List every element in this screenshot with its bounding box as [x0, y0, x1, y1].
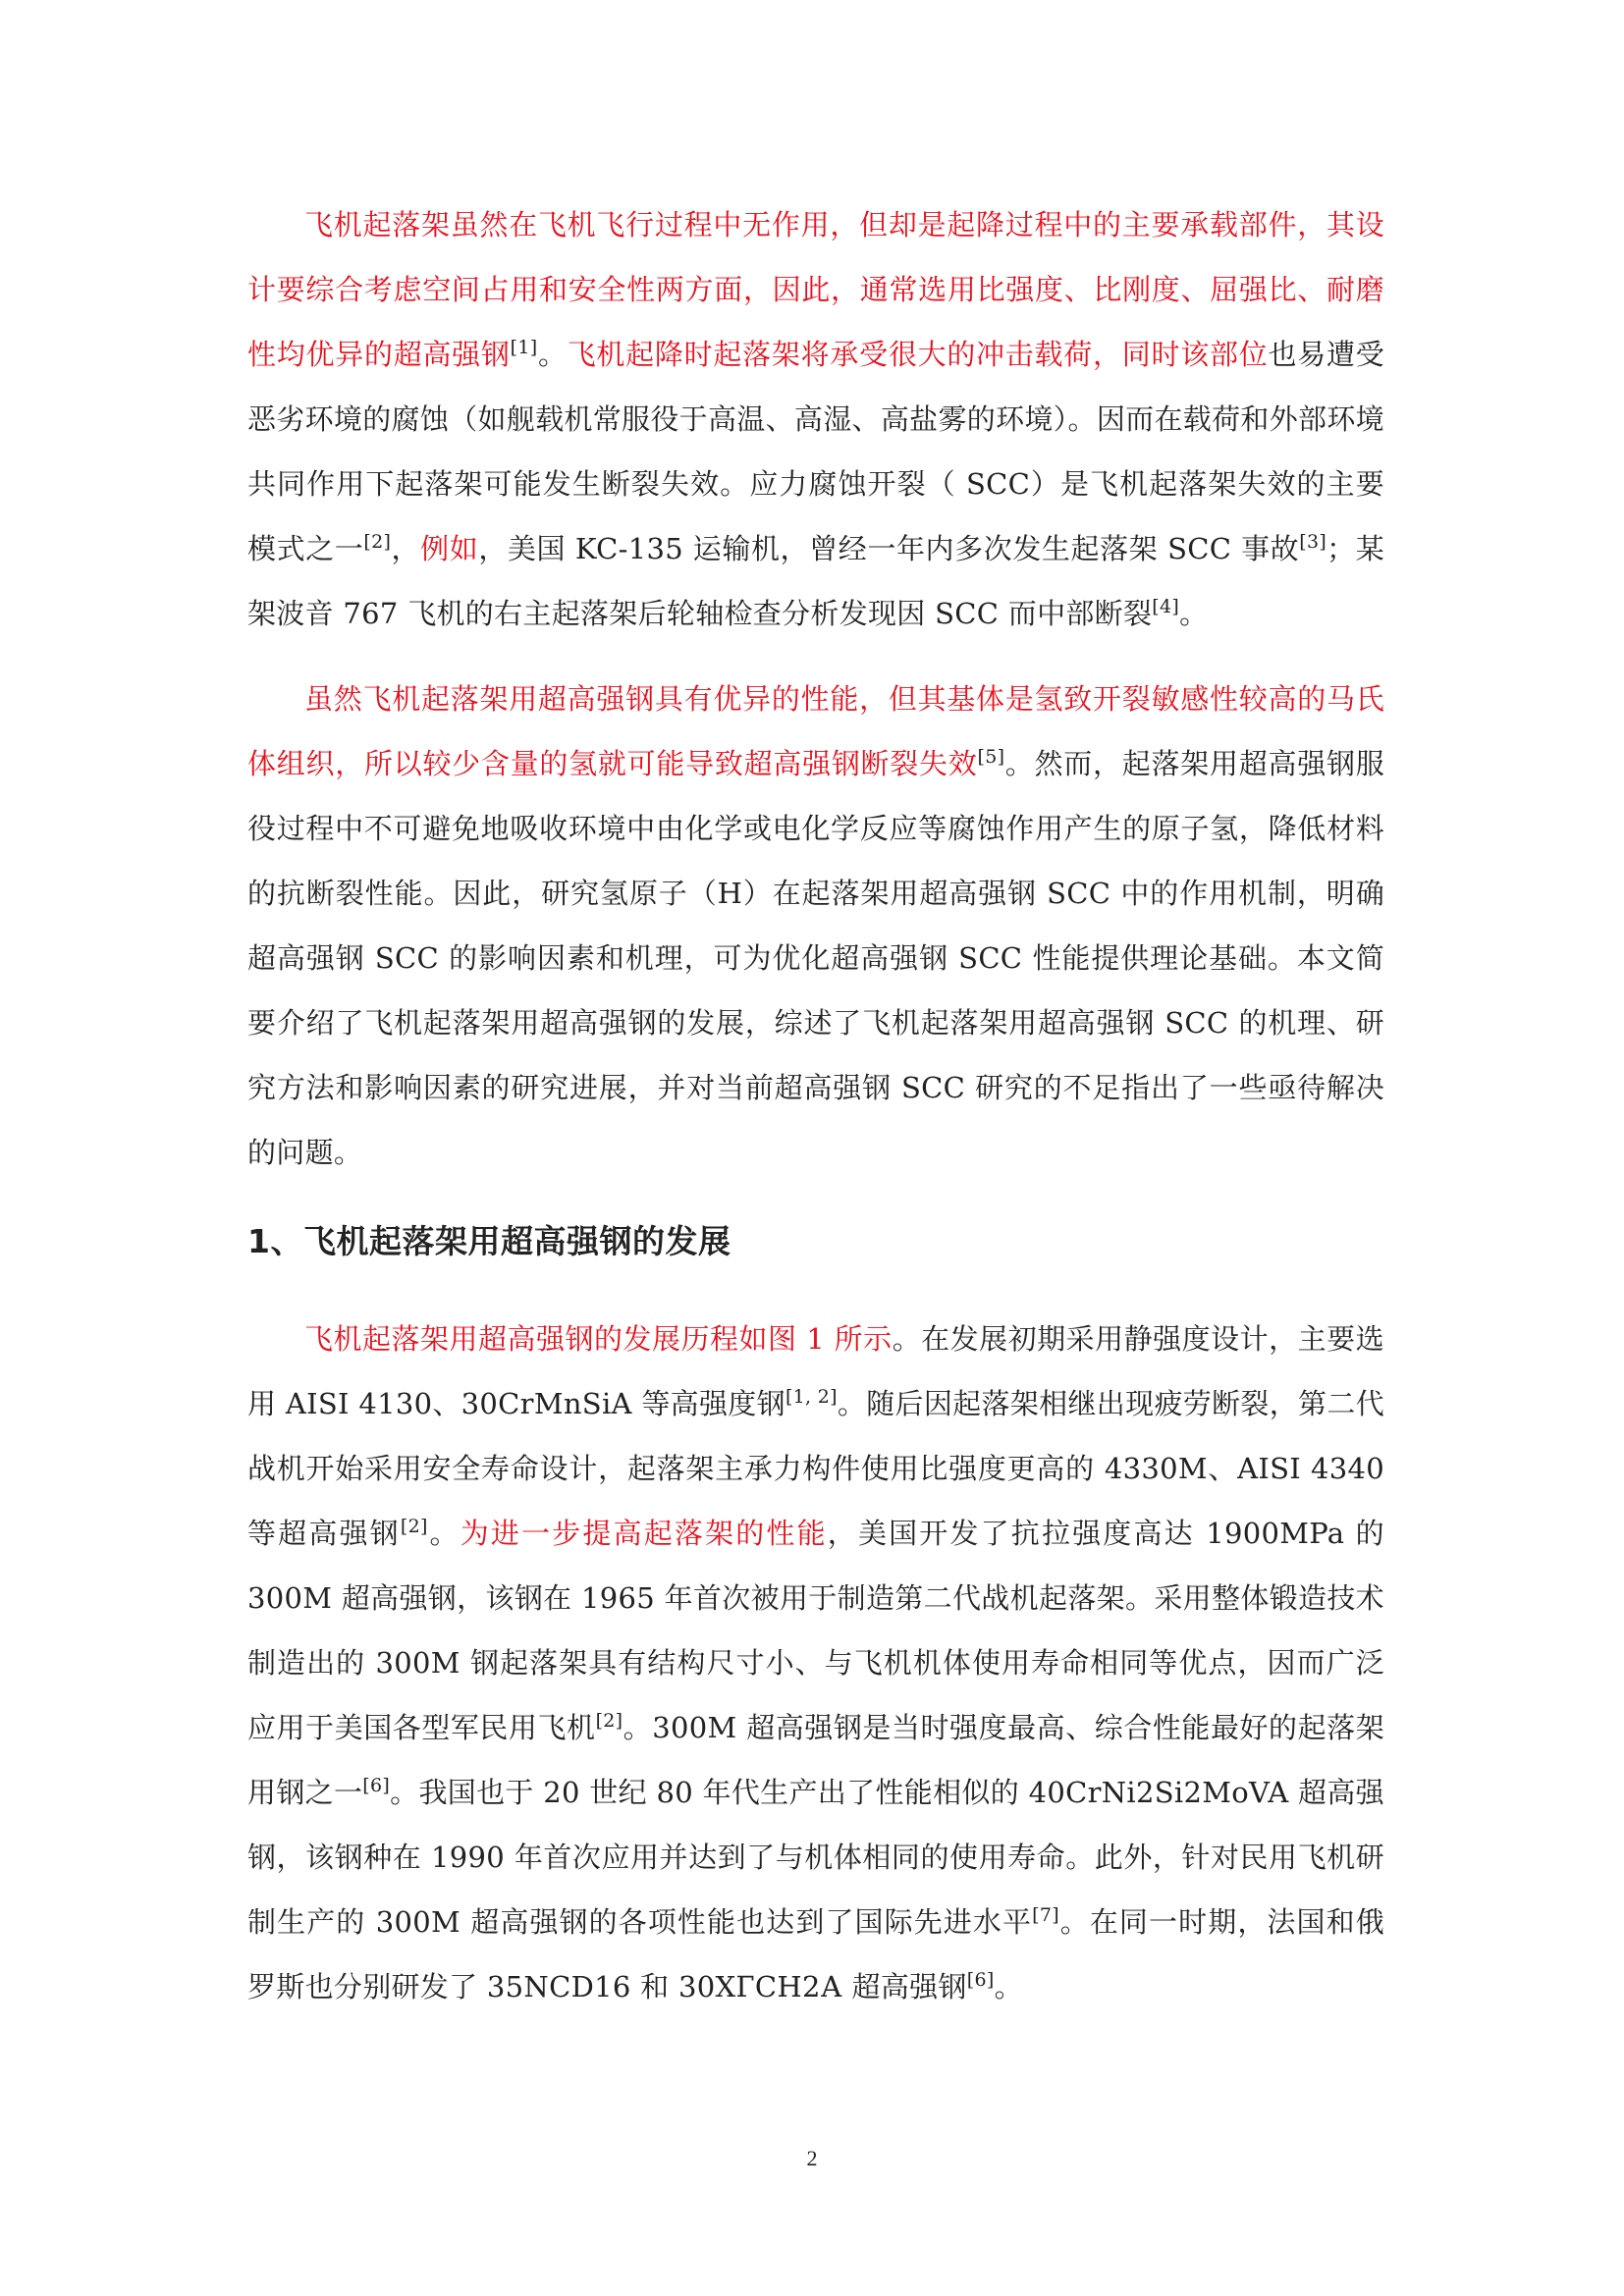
- highlighted-text: 飞机起落架用超高强钢的发展历程如图 1 所示: [304, 1322, 893, 1356]
- text-run: 。: [1179, 597, 1209, 630]
- text-run: 也易遭受恶劣环境的腐蚀（如舰载机常服役于高温、高湿、高盐雾的环境）。因而在载荷和外部环境共同作用下起落架可能发生断裂失效。应力腐蚀开裂（ SCC）是飞机起落架失效的主要模式之一: [247, 338, 1384, 565]
- text-run: ；某架波音 767 飞机的右主起落架后轮轴检查分析发现因 SCC 而中部断裂: [247, 532, 1385, 630]
- text-run: 。300M 超高强钢是当时强度最高、综合性能最好的起落架用钢之一: [247, 1711, 1384, 1809]
- text-run: 。然而，起落架用超高强钢服役过程中不可避免地吸收环境中由化学或电化学反应等腐蚀作用产生的原子氢，降低材料的抗断裂性能。因此，研究氢原子（H）在起落架用超高强钢 SCC 中的作用机制，明确超高强钢 SCC 的影响因素和机理，可为优化超高强钢 SCC 性能提供理论基础。本文简要介绍了飞机起落架用超高强钢的发展，综述了飞机起落架用超高强钢 SCC 的机理、研究方法和影响因素的研究进展，并对当前超高强钢 SCC 研究的不足指出了一些亟待解决的问题。: [247, 747, 1384, 1169]
- text-run: 。: [537, 338, 568, 371]
- citation: [2]: [400, 1516, 428, 1537]
- text-run: 。: [427, 1517, 460, 1550]
- section-heading: 1、飞机起落架用超高强钢的发展: [247, 1222, 731, 1260]
- paragraph-development: [247, 1307, 1384, 2019]
- highlighted-text: 为进一步提高起落架的性能: [460, 1517, 828, 1550]
- citation: [1]: [510, 337, 538, 358]
- highlighted-text: 飞机起落架虽然在飞机飞行过程中无作用，但却是起降过程中的主要承载部件，其设计要综合考虑空间占用和安全性两方面，因此，通常选用比强度、比刚度、屈强比、耐磨性均优异的超高强钢: [247, 208, 1384, 371]
- text-run: ，美国开发了抗拉强度高达 1900MPa 的 300M 超高强钢，该钢在 1965 年首次被用于制造第二代战机起落架。采用整体锻造技术制造出的 300M 钢起落架具有结构尺寸小、与飞机机体使用寿命相同等优点，因而广泛应用于美国各型军民用飞机: [247, 1517, 1384, 1744]
- text-run: 。: [994, 1970, 1023, 2003]
- citation: [1, 2]: [785, 1386, 838, 1408]
- citation: [7]: [1032, 1904, 1059, 1926]
- paragraph-intro: [247, 192, 1384, 646]
- text-run: 。随后因起落架相继出现疲劳断裂，第二代战机开始采用安全寿命设计，起落架主承力构件使用比强度更高的 4330M、AISI 4340 等超高强钢: [247, 1387, 1385, 1550]
- citation: [2]: [363, 531, 392, 553]
- highlighted-text: 虽然飞机起落架用超高强钢具有优异的性能，但其基体是氢致开裂敏感性较高的马氏体组织，所以较少含量的氢就可能导致超高强钢断裂失效: [247, 682, 1384, 780]
- text-run: 。在发展初期采用静强度设计，主要选用 AISI 4130、30CrMnSiA 等高强度钢: [247, 1322, 1384, 1420]
- highlighted-text: 飞机起降时起落架将承受很大的冲击载荷，同时该部位: [567, 338, 1269, 371]
- citation: [6]: [362, 1775, 391, 1796]
- text-run: ，: [391, 532, 421, 565]
- highlighted-text: 例如: [420, 532, 479, 565]
- body-text: [247, 192, 1384, 2040]
- citation: [5]: [977, 746, 1005, 768]
- citation: [4]: [1152, 596, 1180, 617]
- text-run: 。在同一时期，法国和俄罗斯也分别研发了 35NCD16 和 30ХГСН2А 超高强钢: [247, 1905, 1384, 2003]
- page-number: 2: [806, 2146, 818, 2170]
- citation: [3]: [1299, 531, 1327, 553]
- text-run: ，美国 KC-135 运输机，曾经一年内多次发生起落架 SCC 事故: [478, 532, 1300, 565]
- citation: [2]: [595, 1710, 623, 1732]
- text-run: 。我国也于 20 世纪 80 年代生产出了性能相似的 40CrNi2Si2MoVA 超高强钢，该钢种在 1990 年首次应用并达到了与机体相同的使用寿命。此外，针对民用飞机研制生产的 300M 超高强钢的各项性能也达到了国际先进水平: [247, 1776, 1384, 1939]
- citation: [6]: [966, 1969, 995, 1991]
- paragraph-hydrogen: [247, 667, 1384, 1185]
